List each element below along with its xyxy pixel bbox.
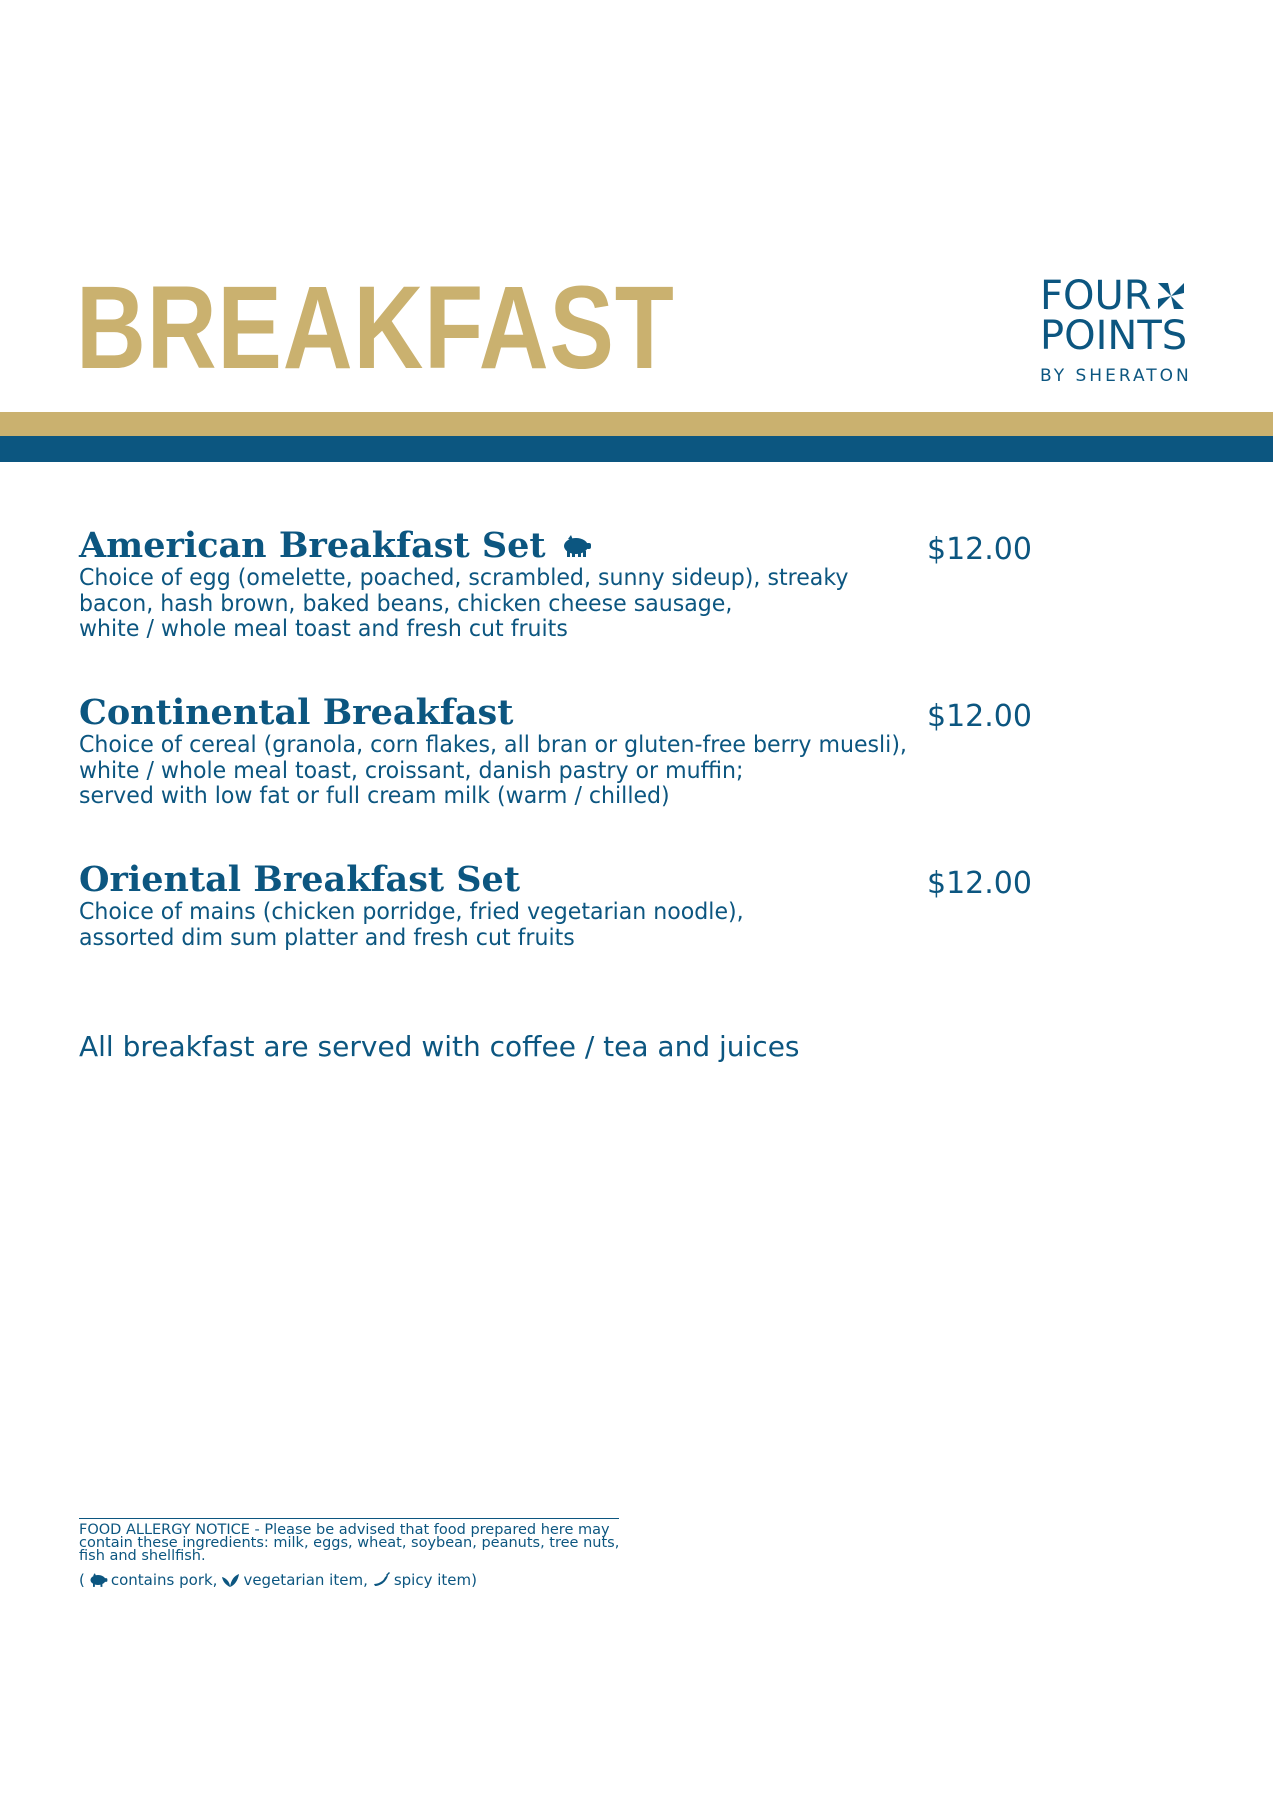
served-with-note: All breakfast are served with coffee / tea and juices — [79, 1030, 800, 1063]
footer-divider — [79, 1518, 619, 1519]
allergy-notice: FOOD ALLERGY NOTICE - Please be advised that food prepared here may contain these ingredients: milk, eggs, wheat, soybean, peanuts, tree nuts, fish and shellfish. — [79, 1522, 620, 1564]
item-description: Choice of cereal (granola, corn flakes, all bran or gluten-free berry muesli), white / whole meal toast, croissant, danish pastry or muffin; served with low fat or full cream milk (warm / chilled) — [79, 732, 907, 809]
legend-spicy-label: spicy item) — [393, 1571, 477, 1589]
legend-open-paren: ( — [79, 1571, 85, 1589]
menu-item-american — [79, 526, 1129, 643]
item-description: Choice of mains (chicken porridge, fried vegetarian noodle), assorted dim sum platter and fresh cut fruits — [79, 899, 744, 951]
logo-text-sheraton: BY SHERATON — [1040, 366, 1192, 386]
chili-icon — [371, 1572, 391, 1588]
legend-vegetarian-label: vegetarian item, — [243, 1571, 368, 1589]
item-name: Oriental Breakfast Set — [79, 859, 520, 900]
item-price: $12.00 — [927, 532, 1032, 567]
menu-item-continental — [79, 693, 1129, 810]
blue-band — [0, 436, 1273, 462]
item-description: Choice of egg (omelette, poached, scrambled, sunny sideup), streaky bacon, hash brown, baked beans, chicken cheese sausage, white / whole meal toast and fresh cut fruits — [79, 565, 849, 642]
icon-legend — [79, 1571, 477, 1589]
pork-icon — [560, 534, 592, 558]
pork-icon — [88, 1572, 108, 1588]
menu-item-oriental — [79, 860, 1129, 951]
four-points-logo — [1040, 273, 1200, 386]
item-name: Continental Breakfast — [79, 692, 514, 733]
legend-pork-label: contains pork, — [110, 1571, 218, 1589]
item-price: $12.00 — [927, 866, 1032, 901]
leaf-icon — [220, 1572, 240, 1588]
page-title: BREAKFAST — [76, 262, 675, 394]
item-name: American Breakfast Set — [79, 525, 546, 566]
gold-band — [0, 412, 1273, 436]
logo-text-points: POINTS — [1040, 313, 1188, 359]
pinwheel-icon — [1154, 279, 1188, 313]
logo-text-four: FOUR — [1040, 273, 1152, 319]
item-price: $12.00 — [927, 699, 1032, 734]
